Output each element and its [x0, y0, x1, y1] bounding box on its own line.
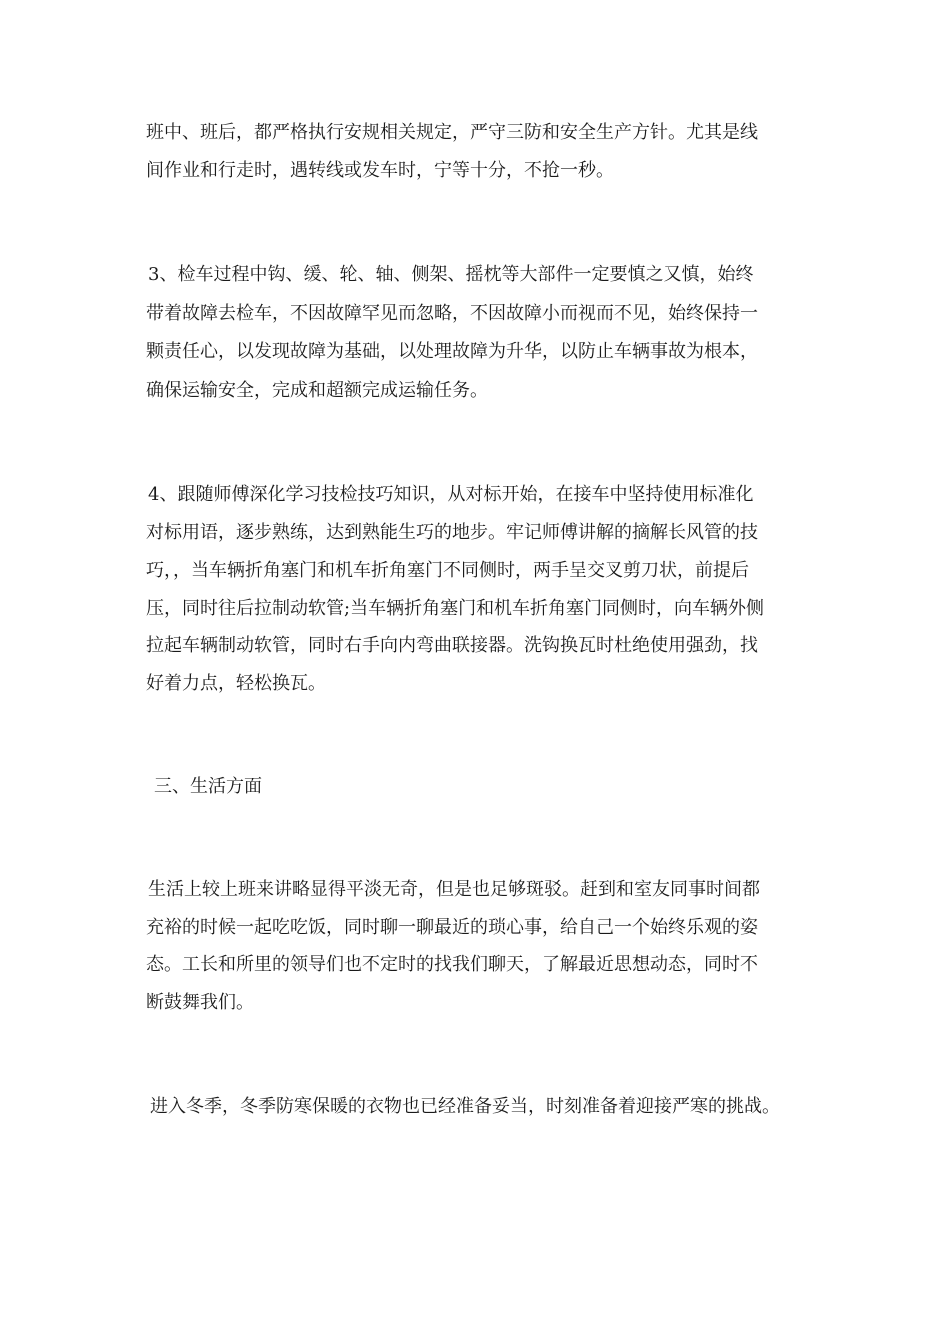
- text-line: 态。工长和所里的领导们也不定时的找我们聊天，了解最近思想动态，同时不: [146, 954, 758, 975]
- text-line: 断鼓舞我们。: [146, 992, 254, 1013]
- text-line: 4、跟随师傅深化学习技检技巧知识，从对标开始，在接车中坚持使用标准化: [148, 484, 754, 505]
- text-line: 压，同时往后拉制动软管;当车辆折角塞门和机车折角塞门同侧时，向车辆外侧: [146, 598, 765, 619]
- text-line: 拉起车辆制动软管，同时右手向内弯曲联接器。洗钩换瓦时杜绝使用强劲，找: [146, 635, 758, 656]
- text-line: 生活上较上班来讲略显得平淡无奇，但是也足够斑驳。赶到和室友同事时间都: [148, 879, 760, 900]
- text-line: 确保运输安全，完成和超额完成运输任务。: [146, 380, 488, 401]
- text-line: 颗责任心，以发现故障为基础，以处理故障为升华，以防止车辆事故为根本，: [146, 341, 758, 362]
- text-line: 充裕的时候一起吃吃饭，同时聊一聊最近的琐心事，给自己一个始终乐观的姿: [146, 917, 758, 938]
- text-line: 班中、班后，都严格执行安规相关规定，严守三防和安全生产方针。尤其是线: [146, 122, 758, 143]
- text-line: 进入冬季，冬季防寒保暖的衣物也已经准备妥当，时刻准备着迎接严寒的挑战。: [150, 1096, 780, 1117]
- text-line: 好着力点，轻松换瓦。: [146, 673, 326, 694]
- text-line: 间作业和行走时，遇转线或发车时，宁等十分，不抢一秒。: [146, 160, 614, 181]
- text-line: 对标用语，逐步熟练，达到熟能生巧的地步。牢记师傅讲解的摘解长风管的技: [146, 522, 758, 543]
- section-heading: 三、生活方面: [154, 776, 262, 797]
- text-line: 3、检车过程中钩、缓、轮、轴、侧架、摇枕等大部件一定要慎之又慎，始终: [148, 264, 754, 285]
- text-line: 巧，，当车辆折角塞门和机车折角塞门不同侧时，两手呈交叉剪刀状，前提后: [146, 560, 749, 581]
- text-line: 带着故障去检车，不因故障罕见而忽略，不因故障小而视而不见，始终保持一: [146, 303, 758, 324]
